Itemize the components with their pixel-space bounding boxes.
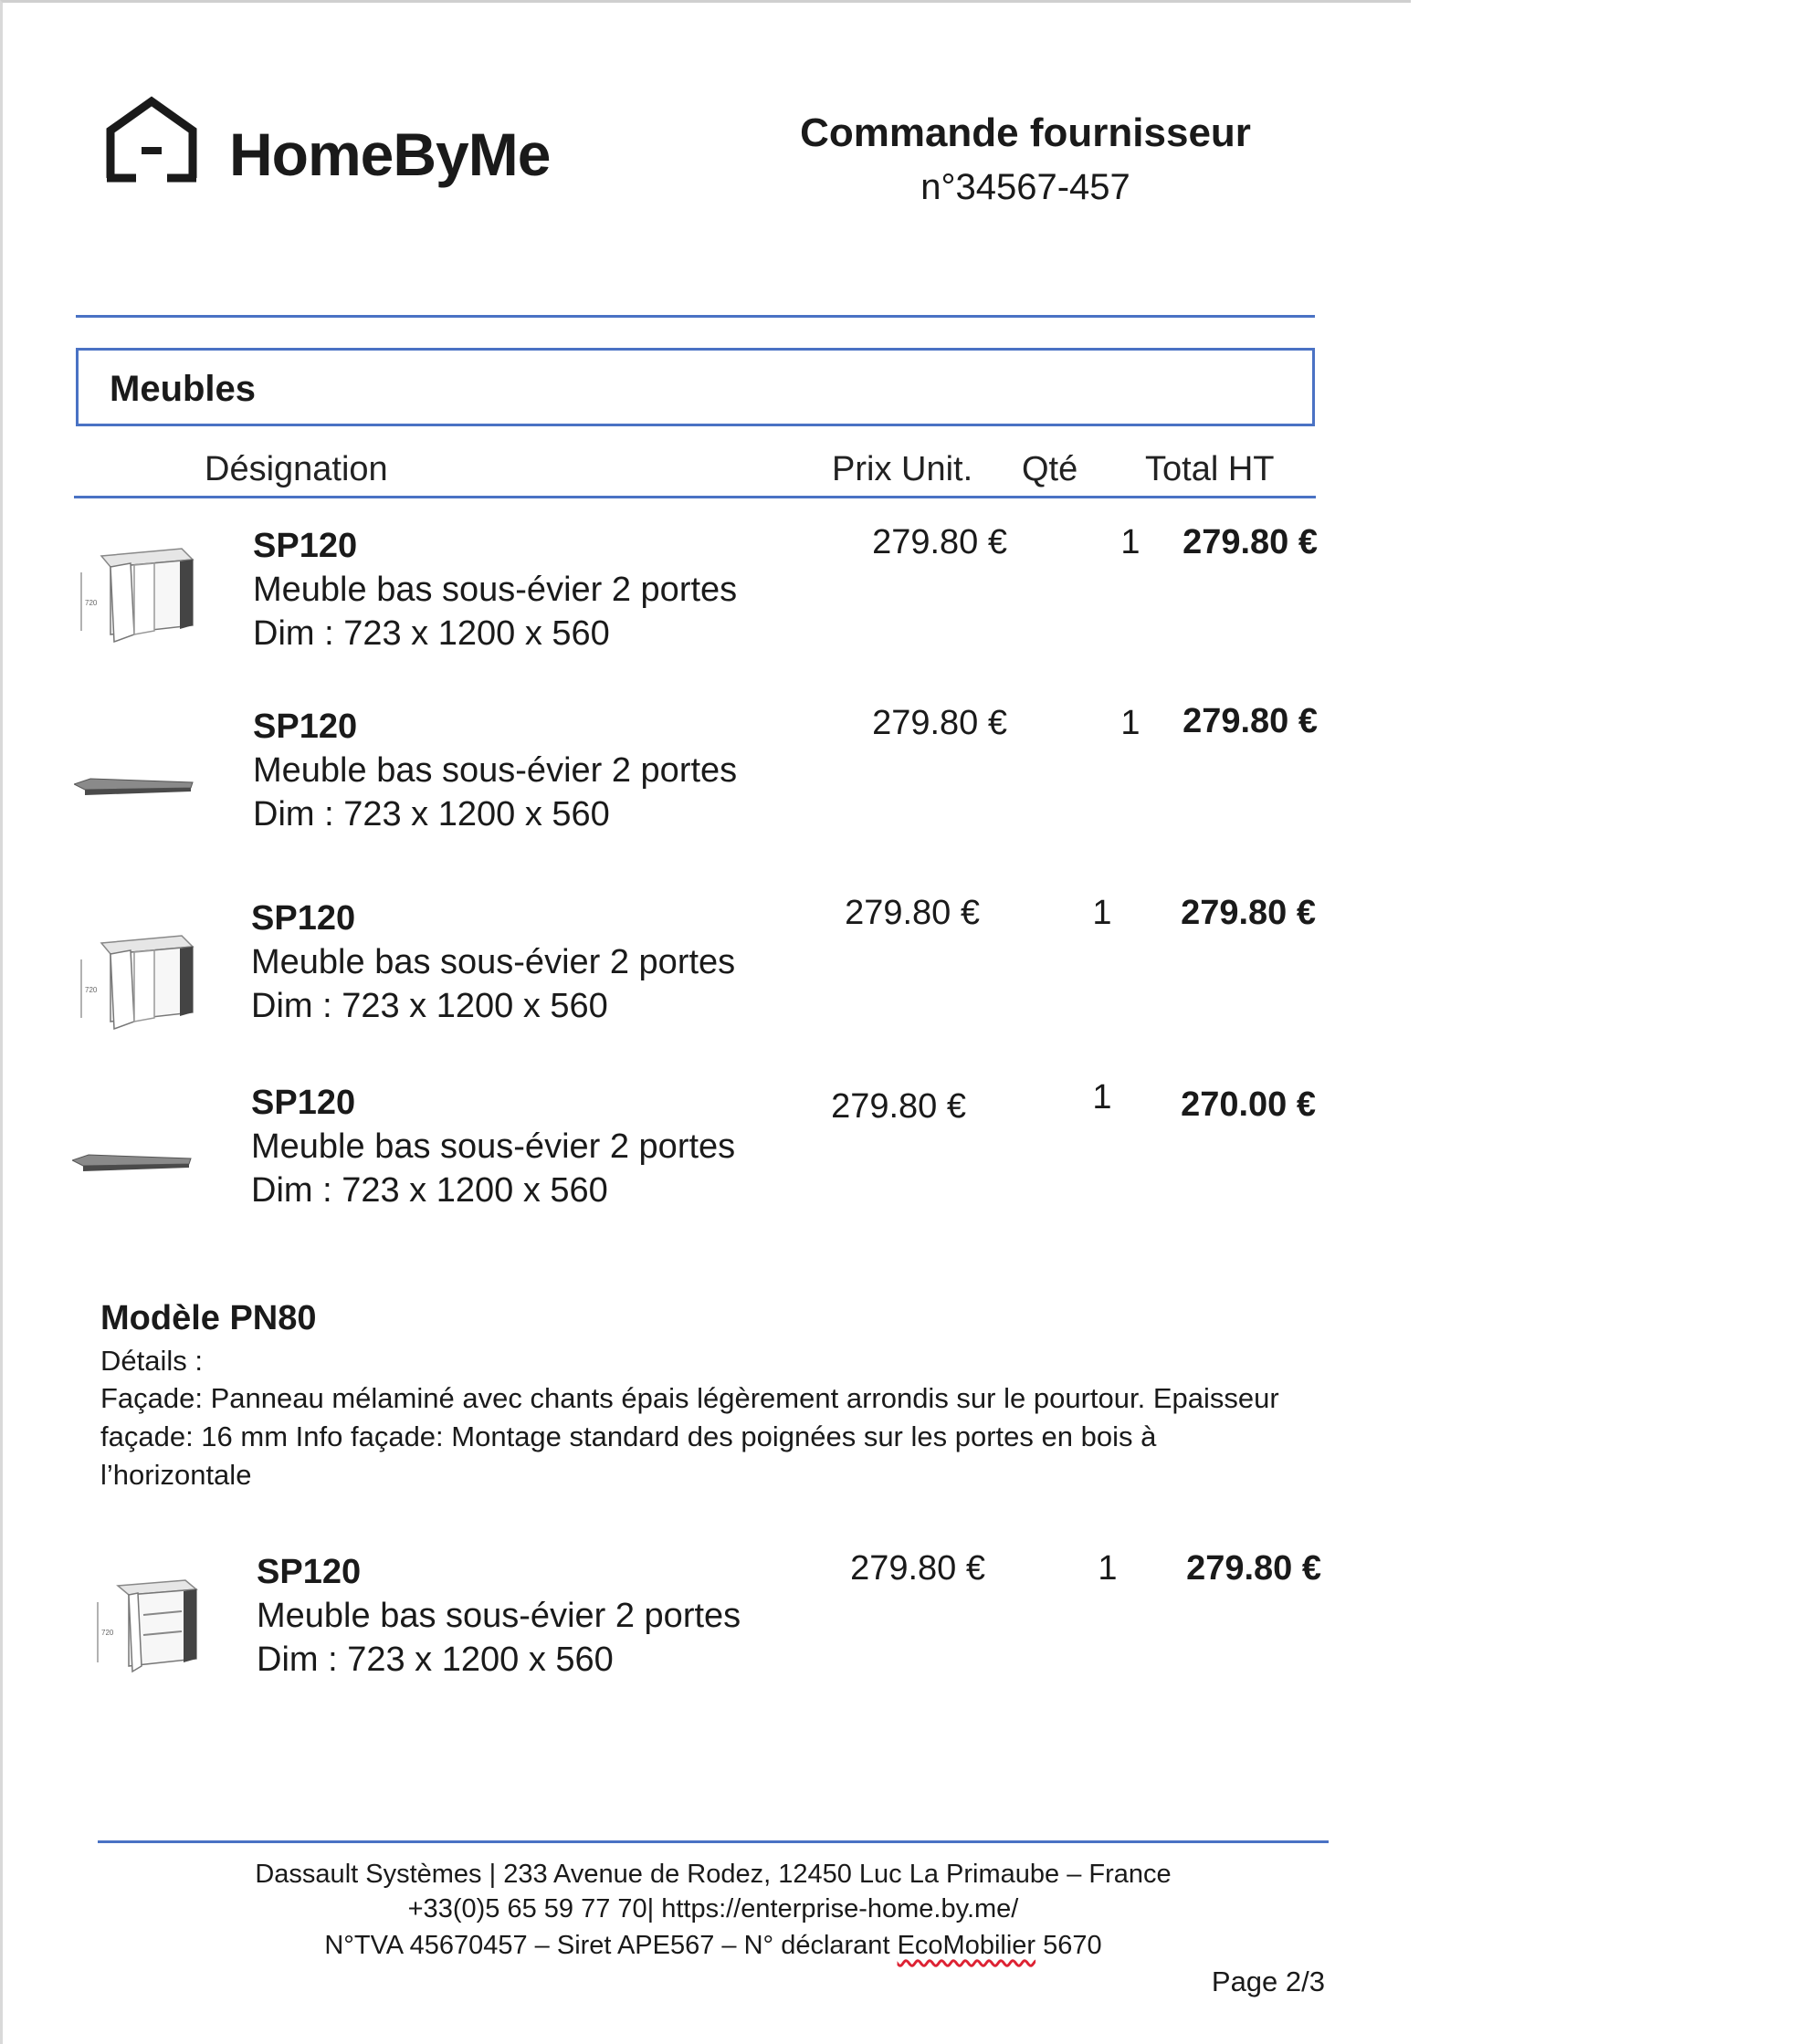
brand-name: HomeByMe [229,121,551,188]
column-header-total: Total HT [1145,450,1275,488]
item-unit-price: 279.80 € [845,894,980,932]
item-description: Meuble bas sous-évier 2 portes [251,943,736,981]
svg-text:720: 720 [85,599,98,607]
column-header-designation: Désignation [205,450,388,488]
footer-legal [98,1931,1329,1961]
drawer-cabinet-icon [90,1571,215,1681]
item-code: SP120 [253,527,358,565]
item-code: SP120 [257,1553,362,1591]
model-details-text: Façade: Panneau mélaminé avec chants épais légèrement arrondis sur le pourtour. Epaisseur façade: 16 mm Info façade: Montage standard des poignées sur les portes en bois à l’horizontale [100,1382,1279,1491]
item-qty: 1 [1098,1549,1118,1588]
item-unit-price: 279.80 € [872,704,1007,742]
house-logo-icon [105,96,198,183]
table-row [58,523,1318,678]
footer-legal-number: 5670 [1035,1931,1102,1960]
table-row [58,704,1318,859]
item-description: Meuble bas sous-évier 2 portes [253,571,738,609]
item-dimensions: Dim : 723 x 1200 x 560 [251,987,608,1025]
item-dimensions: Dim : 723 x 1200 x 560 [251,1171,608,1210]
item-total: 279.80 € [1183,523,1318,561]
item-qty: 1 [1092,1078,1112,1116]
footer-legal-part: N°TVA 45670457 – Siret APE567 – N° déclarant [324,1931,898,1960]
column-header-qty: Qté [1022,450,1078,488]
countertop-icon [74,748,198,857]
base-cabinet-icon [74,540,198,649]
countertop-icon [72,1124,196,1233]
item-qty: 1 [1092,894,1112,932]
item-description: Meuble bas sous-évier 2 portes [251,1127,736,1166]
item-total: 279.80 € [1183,702,1318,740]
section-header [76,348,1315,426]
model-details-label: Détails : [100,1345,203,1377]
item-description: Meuble bas sous-évier 2 portes [253,751,738,790]
header-divider [76,315,1315,318]
footer-contact: +33(0)5 65 59 77 70| https://enterprise-home.by.me/ [407,1894,1019,1923]
order-number: n°34567-457 [920,167,1130,207]
item-total: 279.80 € [1186,1549,1321,1588]
footer-divider [98,1840,1329,1843]
svg-text:720: 720 [101,1629,114,1637]
footer-legal-ecomobilier: EcoMobilier [897,1931,1036,1960]
item-qty: 1 [1120,704,1141,742]
page-number: Page 2/3 [1211,1965,1325,1997]
base-cabinet-icon [74,927,198,1036]
item-qty: 1 [1120,523,1141,561]
table-header-divider [74,496,1316,498]
table-row [58,1080,1318,1235]
svg-text:720: 720 [85,986,98,994]
item-unit-price: 279.80 € [850,1549,985,1588]
model-title: Modèle PN80 [100,1299,317,1337]
item-description: Meuble bas sous-évier 2 portes [257,1597,741,1635]
section-title: Meubles [110,369,257,409]
item-unit-price: 279.80 € [831,1087,966,1126]
table-row [58,1549,1321,1704]
document-title: Commande fournisseur [800,110,1251,155]
table-row [58,894,1318,1054]
item-dimensions: Dim : 723 x 1200 x 560 [253,614,610,653]
item-code: SP120 [253,708,358,746]
item-unit-price: 279.80 € [872,523,1007,561]
item-dimensions: Dim : 723 x 1200 x 560 [253,795,610,833]
column-header-unit-price: Prix Unit. [832,450,973,488]
item-total: 279.80 € [1181,894,1316,932]
footer-address: Dassault Systèmes | 233 Avenue de Rodez, 12450 Luc La Primaube – France [255,1860,1172,1889]
item-code: SP120 [251,899,356,938]
item-code: SP120 [251,1084,356,1122]
item-dimensions: Dim : 723 x 1200 x 560 [257,1640,614,1679]
item-total: 270.00 € [1181,1085,1316,1124]
